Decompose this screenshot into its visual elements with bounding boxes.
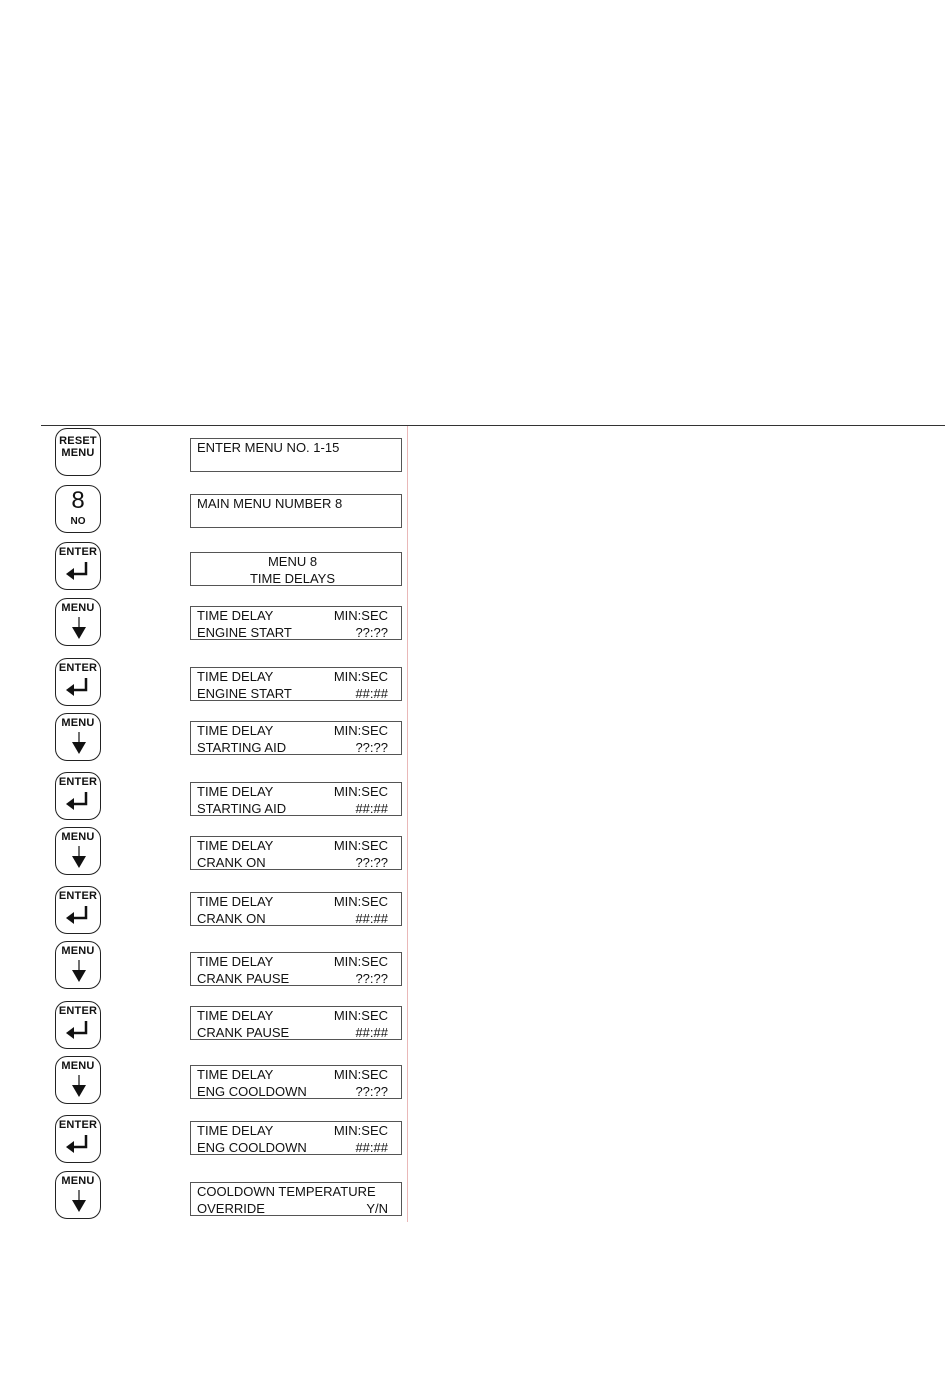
down-arrow-icon xyxy=(56,1172,102,1220)
menu-down-key[interactable] xyxy=(55,941,101,989)
key-label: ENTER xyxy=(58,776,98,788)
lcd-line1-left: TIME DELAY xyxy=(197,894,274,909)
section-divider xyxy=(41,425,945,426)
lcd-display xyxy=(190,782,402,816)
lcd-line1-left: TIME DELAY xyxy=(197,669,274,684)
number-8-key[interactable] xyxy=(55,485,101,533)
lcd-line1-right: MIN:SEC xyxy=(333,784,388,799)
lcd-display xyxy=(190,494,402,528)
key-label: MENU xyxy=(61,1175,95,1187)
step-row xyxy=(0,1056,420,1106)
lcd-line2: TIME DELAYS xyxy=(249,571,335,586)
lcd-line1-right: MIN:SEC xyxy=(333,1067,388,1082)
lcd-line1-right: MIN:SEC xyxy=(333,1123,388,1138)
lcd-line2-left: ENGINE START xyxy=(197,686,292,701)
step-row xyxy=(0,485,420,535)
lcd-display xyxy=(190,721,402,755)
lcd-line1-right: MIN:SEC xyxy=(333,669,388,684)
enter-arrow-icon xyxy=(56,659,102,707)
down-arrow-icon xyxy=(56,599,102,647)
lcd-line2-right: ##:## xyxy=(355,1025,388,1040)
lcd-display xyxy=(190,667,402,701)
down-arrow-icon xyxy=(56,714,102,762)
lcd-line2-right: ##:## xyxy=(355,686,388,701)
key-label: ENTER xyxy=(58,1005,98,1017)
lcd-line2-right: ??:?? xyxy=(355,740,388,755)
key-number: 8 xyxy=(71,487,85,514)
key-label: ENTER xyxy=(58,1119,98,1131)
lcd-display xyxy=(190,1121,402,1155)
step-row xyxy=(0,1171,420,1221)
step-row xyxy=(0,598,420,648)
enter-key[interactable] xyxy=(55,658,101,706)
enter-arrow-icon xyxy=(56,887,102,935)
lcd-display xyxy=(190,952,402,986)
lcd-display xyxy=(190,836,402,870)
enter-arrow-icon xyxy=(56,1116,102,1164)
key-label: ENTER xyxy=(58,890,98,902)
menu-down-key[interactable] xyxy=(55,598,101,646)
lcd-line1-left: COOLDOWN TEMPERATURE xyxy=(197,1184,376,1199)
lcd-line2-right: ##:## xyxy=(355,1140,388,1155)
lcd-display xyxy=(190,438,402,472)
menu-down-key[interactable] xyxy=(55,1056,101,1104)
key-label: MENU xyxy=(61,602,95,614)
step-row xyxy=(0,542,420,592)
lcd-display xyxy=(190,606,402,640)
key-label: MENU xyxy=(61,945,95,957)
down-arrow-icon xyxy=(56,942,102,990)
lcd-line2-left: CRANK PAUSE xyxy=(197,971,290,986)
lcd-line1-left: MAIN MENU NUMBER 8 xyxy=(197,496,343,511)
lcd-line2-left: CRANK ON xyxy=(197,911,266,926)
step-row xyxy=(0,827,420,877)
enter-key[interactable] xyxy=(55,886,101,934)
lcd-line2-right: ??:?? xyxy=(355,1084,388,1099)
lcd-line1-right: MIN:SEC xyxy=(333,723,388,738)
key-label: MENU xyxy=(61,1060,95,1072)
step-row xyxy=(0,886,420,936)
step-row xyxy=(0,658,420,708)
key-sublabel: NO xyxy=(70,516,86,527)
lcd-line1-right: MIN:SEC xyxy=(333,954,388,969)
enter-key[interactable] xyxy=(55,1115,101,1163)
lcd-line2-right: ??:?? xyxy=(355,855,388,870)
lcd-line1-right: MIN:SEC xyxy=(333,1008,388,1023)
step-row xyxy=(0,1001,420,1051)
lcd-display xyxy=(190,552,402,586)
lcd-line1-left: TIME DELAY xyxy=(197,784,274,799)
lcd-line2-left: ENG COOLDOWN xyxy=(197,1140,307,1155)
lcd-display xyxy=(190,1065,402,1099)
enter-key[interactable] xyxy=(55,1001,101,1049)
lcd-line2-right: ##:## xyxy=(355,801,388,816)
lcd-display xyxy=(190,892,402,926)
key-label: MENU xyxy=(61,717,95,729)
lcd-line1-right: MIN:SEC xyxy=(333,838,388,853)
step-row xyxy=(0,428,420,478)
lcd-line1-left: TIME DELAY xyxy=(197,1008,274,1023)
lcd-display xyxy=(190,1182,402,1216)
key-label: ENTER xyxy=(58,546,98,558)
lcd-line2-left: CRANK ON xyxy=(197,855,266,870)
key-label-line1: RESET xyxy=(59,435,97,447)
lcd-line1-left: TIME DELAY xyxy=(197,723,274,738)
lcd-line2-right: ##:## xyxy=(355,911,388,926)
lcd-line2-left: CRANK PAUSE xyxy=(197,1025,290,1040)
lcd-line2-left: STARTING AID xyxy=(197,740,287,755)
lcd-line1-left: TIME DELAY xyxy=(197,1067,274,1082)
menu-down-key[interactable] xyxy=(55,713,101,761)
lcd-line1-right: MIN:SEC xyxy=(333,608,388,623)
lcd-display xyxy=(190,1006,402,1040)
lcd-line1-right: MIN:SEC xyxy=(333,894,388,909)
step-row xyxy=(0,713,420,763)
down-arrow-icon xyxy=(56,1057,102,1105)
key-label: MENU xyxy=(61,831,95,843)
lcd-line1-left: TIME DELAY xyxy=(197,1123,274,1138)
lcd-line1: MENU 8 xyxy=(267,554,318,569)
lcd-line1-left: TIME DELAY xyxy=(197,954,274,969)
lcd-line2-left: OVERRIDE xyxy=(197,1201,265,1216)
enter-arrow-icon xyxy=(56,1002,102,1050)
menu-down-key[interactable] xyxy=(55,1171,101,1219)
key-label: ENTER xyxy=(58,662,98,674)
enter-key[interactable] xyxy=(55,542,101,590)
lcd-line2-right: ??:?? xyxy=(355,971,388,986)
step-row xyxy=(0,941,420,991)
step-row xyxy=(0,1115,420,1165)
lcd-line2-left: STARTING AID xyxy=(197,801,287,816)
enter-key[interactable] xyxy=(55,772,101,820)
down-arrow-icon xyxy=(56,828,102,876)
lcd-line2-left: ENGINE START xyxy=(197,625,292,640)
lcd-line2-left: ENG COOLDOWN xyxy=(197,1084,307,1099)
lcd-line2-right: Y/N xyxy=(366,1201,388,1216)
key-label-line2: MENU xyxy=(61,447,95,459)
enter-arrow-icon xyxy=(56,543,102,591)
lcd-line1-left: TIME DELAY xyxy=(197,838,274,853)
lcd-line1-left: TIME DELAY xyxy=(197,608,274,623)
menu-down-key[interactable] xyxy=(55,827,101,875)
lcd-line1-left: ENTER MENU NO. 1-15 xyxy=(197,440,340,455)
reset-menu-key[interactable] xyxy=(55,428,101,476)
enter-arrow-icon xyxy=(56,773,102,821)
lcd-line2-right: ??:?? xyxy=(355,625,388,640)
step-row xyxy=(0,772,420,822)
